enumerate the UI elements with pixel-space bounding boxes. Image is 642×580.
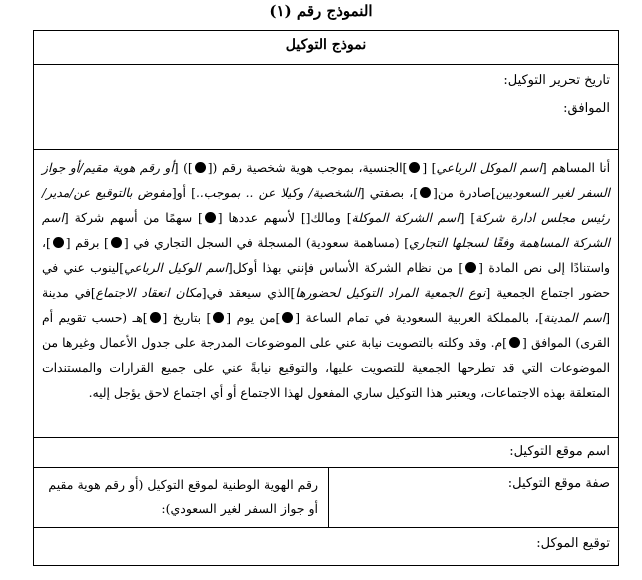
placeholder-capacity: الشخصية/ وكيلا عن .. بموجب.. [195,186,360,200]
form-title: نموذج التوكيل [285,37,367,53]
placeholder-joint-stock-company: اسم الشركة المساهمة وفقًا لسجلها التجاري [42,211,610,250]
signer-capacity-label: صفة موقع التوكيل: [507,476,610,491]
blank-marker [409,162,420,173]
placeholder-city: اسم المدينة [543,311,606,325]
placeholder-authorized-signatory: مفوض بالتوقيع عن/مدير/رئيس مجلس ادارة شركة [42,186,610,225]
signer-details-row [34,467,618,527]
placeholder-meeting-place: مكان انعقاد الاجتماع [95,286,202,300]
blank-marker [420,187,431,198]
placeholder-assembly-type: نوع الجمعية المراد التوكيل لحضورها [295,286,486,300]
blank-marker [213,312,224,323]
blank-marker [509,337,520,348]
date-label: تاريخ تحرير التوكيل: [503,73,610,88]
signer-name-field[interactable] [34,437,618,467]
blank-marker [282,312,293,323]
blank-marker [111,237,122,248]
signer-capacity-field[interactable] [327,468,618,528]
blank-marker [195,162,206,173]
blank-marker [53,237,64,248]
proxy-body [34,149,618,437]
proxy-form-table [33,30,619,566]
date-section [34,64,618,149]
placeholder-proxy-name: اسم الوكيل الرباعي [124,261,228,275]
placeholder-principal-company: اسم الشركة الموكلة [351,211,460,225]
document-heading: النموذج رقم (١) [269,2,373,20]
signer-name-label: اسم موقع التوكيل: [509,444,610,459]
proxy-paragraph: أنا المساهم [اسم الموكل الرباعي] []الجنسية، بموجب هوية شخصية رقم ([]) [أو رقم هوية مقيم/أو جواز السفر لغير السعوديين]صادرة من[]، بصفتي [الشخصية/ وكيلا عن .. بموجب..] أو[مفوض بالتوقيع عن/مدير/رئيس مجلس ادارة شركة] [اسم الشركة الموكلة] ومالك[] لأسهم عددها [] سهمًا من أسهم شركة [اسم الشركة المساهمة وفقًا لسجلها التجاري] (مساهمة سعودية) المسجلة في السجل التجاري في [] برقم []، واستنادًا إلى نص المادة [] من نظام الشركة الأساس فإنني بهذا أوكل[اسم الوكيل الرباعي]لينوب عني في حضور اجتماع الجمعية [نوع الجمعية المراد التوكيل لحضورها]الذي سيعقد في[مكان انعقاد الاجتماع]في مدينة [اسم المدينة]، بالمملكة العربية السعودية في تمام الساعة []من يوم [] بتاريخ []هـ (حسب تقويم أم القرى) الموافق []م. وقد وكلته بالتصويت نيابة عني على الموضوعات المدرجة على جدول الأعمال وغيرها من الموضوعات التي قد تطرحها الجمعية للتصويت عليها، والتوقيع نيابةً عني على جميع القرارات والمستندات المتعلقة بهذه الاجتماعات، ويعتبر هذا التوكيل ساري المفعول لهذا الاجتماع أو أي اجتماع لاحق يؤجل إليه. [42,161,611,400]
blank-marker [205,212,216,223]
hijri-date-label: الموافق: [563,101,610,116]
placeholder-principal-name: اسم الموكل الرباعي [436,161,542,175]
blank-marker [465,262,476,273]
signature-label: توقيع الموكل: [536,536,610,551]
signature-field[interactable] [34,527,618,567]
signer-id-field[interactable] [34,468,329,528]
placeholder-id-alternative: أو رقم هوية مقيم/أو جواز السفر لغير السعوديين [42,161,610,200]
signer-id-label: رقم الهوية الوطنية لموقع التوكيل (أو رقم هوية مقيم أو جواز السفر لغير السعودي): [48,477,318,516]
blank-marker [150,312,161,323]
